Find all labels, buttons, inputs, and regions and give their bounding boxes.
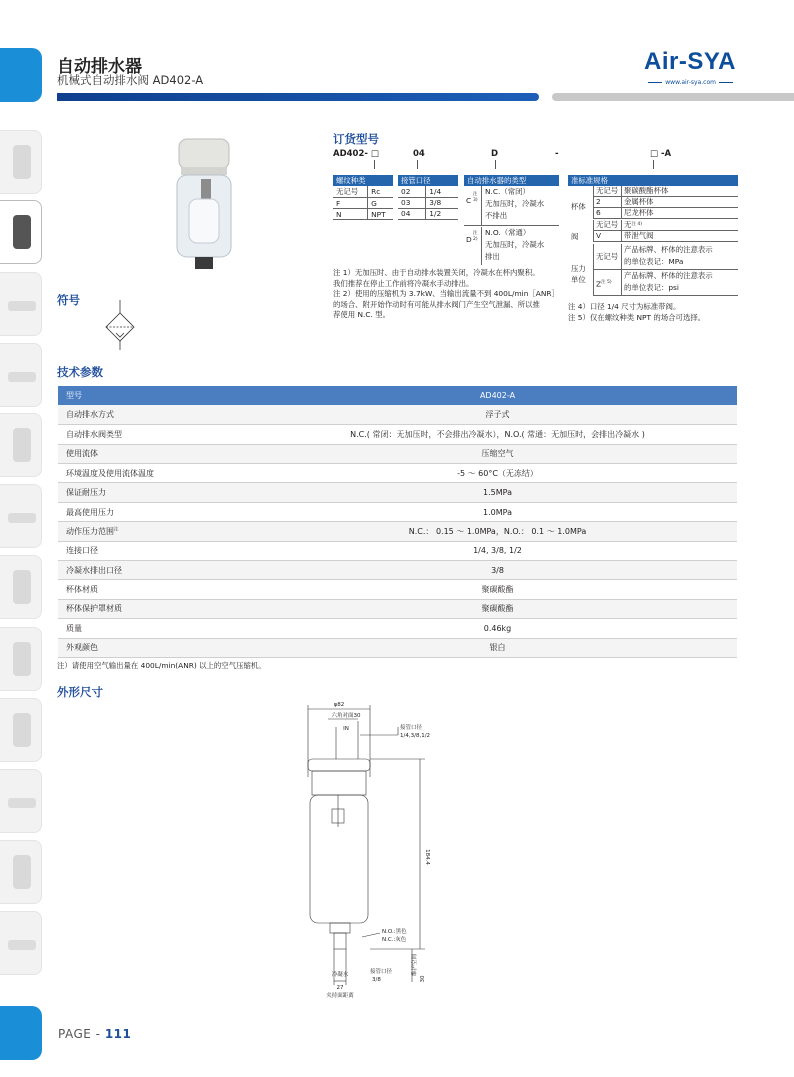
- dim-maint: 维护空间: [412, 953, 418, 977]
- note-line: 注 4）口径 1/4 尺寸为标准带阀。: [568, 302, 681, 311]
- drain-c-desc: [481, 186, 559, 226]
- page-number-value: 111: [104, 1027, 132, 1041]
- valve-icon: [8, 301, 36, 311]
- spec-label: 环境温度及使用流体温度: [58, 464, 258, 483]
- cylinder-icon: [13, 570, 31, 604]
- dim-drain-port: 接管口径: [370, 969, 393, 975]
- drain-code-c: C: [466, 196, 472, 205]
- code-tick-3: [495, 160, 496, 169]
- solenoid-icon: [13, 713, 31, 747]
- cup-rows: [593, 186, 738, 219]
- table-row: [58, 405, 737, 424]
- header-bar-blue: [57, 93, 539, 101]
- pressure-desc-line: 的单位表记：MPa: [624, 257, 684, 266]
- pressure-code: 无记号: [594, 244, 622, 269]
- sidebar-tab-auto-drain[interactable]: [0, 200, 42, 264]
- table-row: [58, 541, 737, 560]
- port-size: 3/8: [426, 197, 458, 208]
- regulator-icon: [13, 642, 31, 676]
- sidebar-tab-block[interactable]: [0, 484, 42, 548]
- order-notes-left: [333, 268, 561, 321]
- dim-drain: 冷凝水: [331, 972, 349, 978]
- brand-url: www.air-sya.com: [645, 79, 736, 86]
- dim-hex: 六角对面30: [331, 713, 361, 719]
- spec-label: 冷凝水排出口径: [58, 561, 258, 580]
- thread-type-table: [333, 175, 393, 220]
- sidebar-tab-fitting[interactable]: [0, 343, 42, 407]
- pressure-label-2: 单位: [571, 275, 586, 284]
- drain-d-line: 排出: [485, 252, 500, 261]
- spec-label-cell: [58, 522, 258, 541]
- valve-code: 无记号: [594, 220, 622, 230]
- sidebar-tab-gripper[interactable]: [0, 911, 42, 975]
- port-code: 03: [398, 197, 426, 208]
- symbol-heading: 符号: [57, 293, 80, 307]
- sidebar-tab-silencer[interactable]: [0, 840, 42, 904]
- drain-code-d: D: [466, 235, 472, 244]
- pressure-desc-line: 的单位表记：psi: [624, 283, 679, 292]
- spec-label: 杯体保护罩材质: [58, 599, 258, 618]
- std-spec-table: [568, 186, 738, 302]
- drain-symbol-icon: [100, 300, 140, 350]
- order-notes-right: [568, 302, 738, 323]
- thread-name: NPT: [368, 209, 393, 220]
- sidebar-tab-solenoid[interactable]: [0, 698, 42, 762]
- valve-rows: [593, 220, 738, 242]
- dim-nc-color: N.C.:灰色: [382, 937, 407, 943]
- dim-maint-val: 30: [420, 975, 426, 983]
- auto-drain-icon: [13, 215, 31, 249]
- valve-note: 注 4): [631, 222, 642, 227]
- spec-value: 0.46kg: [258, 619, 737, 638]
- cup-name: 尼龙杯体: [624, 208, 654, 217]
- spec-label: 外观颜色: [58, 638, 258, 657]
- page-number: [58, 1027, 131, 1041]
- dim-port: 接管口径: [400, 725, 423, 731]
- drain-d-desc: [481, 227, 559, 265]
- brand-logo: Air-SYA: [644, 48, 736, 75]
- pressure-code-text: Z: [596, 279, 602, 289]
- spec-label: 杯体材质: [58, 580, 258, 599]
- cup-code: 无记号: [594, 186, 622, 196]
- spec-label: 自动排水方式: [58, 405, 258, 424]
- order-heading: 订货型号: [333, 132, 379, 146]
- corner-tab: [0, 48, 42, 102]
- dim-drain-size: 3/8: [372, 977, 381, 983]
- valve-name: 无: [624, 220, 632, 229]
- order-code-part-1: AD402- □: [333, 149, 379, 159]
- spec-value: 浮子式: [258, 405, 737, 424]
- table-row: [58, 483, 737, 502]
- spec-value: 1.5MPa: [258, 483, 737, 502]
- dimensions-heading: 外形尺寸: [57, 685, 103, 699]
- drain-d-line: 无加压时，冷凝水: [485, 240, 545, 249]
- spec-value: N.C.( 常闭：无加压时，不会排出冷凝水），N.O.( 常通：无加压时，会排出冷凝水 ): [258, 425, 737, 444]
- spec-label: 最高使用压力: [58, 502, 258, 521]
- drain-type-c-row: [464, 186, 559, 226]
- port-size: 1/2: [426, 208, 458, 219]
- dim-in: IN: [343, 726, 349, 732]
- pressure-note: 注 5): [601, 280, 612, 285]
- pressure-rows: [593, 244, 738, 296]
- table-row: [58, 444, 737, 463]
- spec-value: 3/8: [258, 561, 737, 580]
- port-code: 04: [398, 208, 426, 219]
- order-code-part-5: □ -A: [650, 149, 672, 159]
- drain-c-line: 无加压时，冷凝水: [485, 199, 545, 208]
- pressure-desc-line: 产品标牌、杯体的注意表示: [624, 271, 713, 280]
- code-tick-2: [417, 160, 418, 169]
- thread-code: N: [333, 209, 368, 220]
- spec-label: 保证耐压力: [58, 483, 258, 502]
- drain-type-d-row: [464, 227, 559, 265]
- thread-code: F: [333, 198, 368, 209]
- manifold-icon: [13, 428, 31, 462]
- gripper-icon: [8, 940, 36, 950]
- note-line: 注 5）仅在螺纹种类 NPT 的场合可选择。: [568, 312, 706, 322]
- sidebar-tab-regulator[interactable]: [0, 627, 42, 691]
- page-label: PAGE -: [58, 1027, 105, 1041]
- spec-value: 1.0MPa: [258, 502, 737, 521]
- code-tick-1: [374, 160, 375, 169]
- table-row: [58, 561, 737, 580]
- valve-name: 带泄气阀: [624, 231, 654, 240]
- dim-no-color: N.O.:黑色: [382, 929, 407, 935]
- dim-port-sizes: 1/4,3/8,1/2: [400, 733, 431, 739]
- page-title: 自动排水器: [57, 57, 142, 77]
- order-code-part-2: 04: [413, 149, 425, 159]
- cup-code: 2: [594, 197, 622, 207]
- valve-code: V: [594, 231, 622, 241]
- note-line: 注 2）使用的压缩机为 3.7kW、当输出流量不到 400L/min［ANR］: [333, 289, 559, 298]
- pressure-label-1: 压力: [571, 264, 586, 273]
- dim-diameter: φ82: [333, 702, 345, 708]
- table-row: [58, 599, 737, 618]
- spec-value: 1/4, 3/8, 1/2: [258, 541, 737, 560]
- table-row: [58, 425, 737, 444]
- spec-table: [58, 386, 737, 658]
- page-subtitle: 机械式自动排水阀 AD402-A: [57, 73, 204, 87]
- drain-c-note: 注 3): [473, 192, 478, 203]
- note-line: 的场合、附开始作动时有可能从排水阀门产生空气泄漏、所以推: [333, 299, 540, 309]
- header-bar-gray: [552, 93, 794, 101]
- port-size-table: [398, 175, 458, 220]
- drain-c-line: 不排出: [485, 211, 508, 220]
- table-row: [58, 580, 737, 599]
- note-line: 荐使用 N.C. 型。: [333, 310, 391, 319]
- dimension-drawing: [300, 697, 450, 1007]
- spec-note: 注: [114, 527, 119, 533]
- table-row: [58, 522, 737, 541]
- spec-heading: 技术参数: [57, 365, 103, 379]
- cup-label: 杯体: [571, 202, 586, 211]
- table-row: [58, 619, 737, 638]
- dim-height: 184.4: [424, 849, 430, 865]
- spec-label: 连接口径: [58, 541, 258, 560]
- thread-code: 无记号: [333, 186, 368, 198]
- elbow-icon: [8, 798, 36, 808]
- pressure-desc-line: 产品标牌、杯体的注意表示: [624, 245, 713, 254]
- thread-name: G: [368, 198, 393, 209]
- page-tab: [0, 1006, 42, 1060]
- filter-regulator-icon: [13, 145, 31, 179]
- drain-d-note: 注 2): [473, 231, 478, 242]
- sidebar-tab-filter-regulator[interactable]: [0, 130, 42, 194]
- spec-header-value: AD402-A: [258, 386, 737, 405]
- code-tick-4: [653, 160, 654, 169]
- port-size: 1/4: [426, 186, 458, 197]
- sidebar-tab-manifold[interactable]: [0, 413, 42, 477]
- sidebar-tab-elbow[interactable]: [0, 769, 42, 833]
- spec-label: 动作压力范围: [66, 526, 114, 536]
- silencer-icon: [13, 855, 31, 889]
- spec-value: 聚碳酸酯: [258, 580, 737, 599]
- drain-c-line: N.C.（常闭）: [485, 187, 530, 196]
- dim-bottom-label: 夹持面距离: [326, 993, 354, 999]
- spec-header-label: 型号: [58, 386, 258, 405]
- sidebar-tab-cylinder[interactable]: [0, 555, 42, 619]
- pressure-desc: [622, 244, 713, 269]
- spec-value: N.C.： 0.15 ～ 1.0MPa，N.O.： 0.1 ～ 1.0MPa: [258, 522, 737, 541]
- cup-name: 聚碳酸酯杯体: [624, 186, 669, 195]
- valve-label: 阀: [571, 232, 579, 241]
- table-row: [58, 502, 737, 521]
- spec-value: 银白: [258, 638, 737, 657]
- spec-value: -5 ～ 60°C（无冻结）: [258, 464, 737, 483]
- table-row: [58, 638, 737, 657]
- order-code-part-4: -: [555, 149, 559, 159]
- spec-value: 聚碳酸酯: [258, 599, 737, 618]
- order-code-part-3: D: [491, 149, 499, 159]
- table-row: [58, 464, 737, 483]
- std-table-header: 准标准规格: [568, 175, 738, 186]
- cup-code: 6: [594, 208, 622, 218]
- drain-table-header: 自动排水器的类型: [464, 175, 559, 186]
- note-line: 注 1）无加压时、由于自动排水装置关闭，冷凝水在杯内聚积。: [333, 268, 540, 277]
- cup-name: 金属杯体: [624, 197, 654, 206]
- port-code: 02: [398, 186, 426, 197]
- spec-value: 压缩空气: [258, 444, 737, 463]
- spec-label: 使用流体: [58, 444, 258, 463]
- block-icon: [8, 513, 36, 523]
- port-table-header: 接管口径: [398, 175, 458, 186]
- spec-label: 自动排水阀类型: [58, 425, 258, 444]
- note-line: 我们推荐在停止工作前将冷凝水手动排出。: [333, 278, 474, 288]
- product-image: [167, 135, 241, 275]
- dim-bottom: 27: [336, 985, 344, 991]
- sidebar-tab-valve[interactable]: [0, 272, 42, 336]
- pressure-code: [594, 270, 622, 295]
- pressure-desc: [622, 270, 713, 295]
- spec-label: 质量: [58, 619, 258, 638]
- drain-d-line: N.O.（常通）: [485, 228, 531, 237]
- spec-footnote: 注）请使用空气输出量在 400L/min(ANR) 以上的空气压缩机。: [57, 661, 266, 670]
- thread-name: Rc: [368, 186, 393, 198]
- fitting-icon: [8, 372, 36, 382]
- thread-table-header: 螺纹种类: [333, 175, 393, 186]
